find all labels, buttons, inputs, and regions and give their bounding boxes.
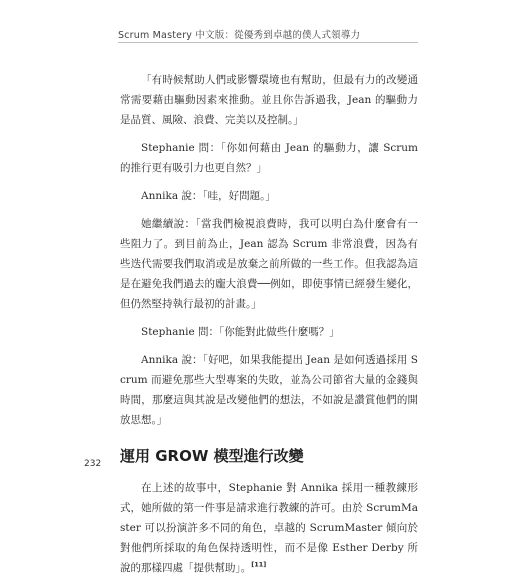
header-rule [118, 42, 418, 43]
section-paragraph [120, 478, 418, 578]
footnote-reference[interactable]: [11] [251, 560, 267, 569]
running-header: Scrum Mastery 中文版：從優秀到卓越的僕人式領導力 [118, 30, 361, 41]
paragraph-2: Stephanie 問：「你如何藉由 Jean 的驅動力，讓 Scrum 的推行更有吸引力也更自然？」 [120, 142, 418, 174]
paragraph-1: 「有時候幫助人們或影響環境也有幫助，但最有力的改變通常需要藉由驅動因素來推動。並且你告訴過我，Jean 的驅動力是品質、風險、浪費、完美以及控制。」 [120, 74, 418, 126]
section-paragraph-text: 在上述的故事中，Stephanie 對 Annika 採用一種教練形式，她所做的第一件事是請求進行教練的許可。由於 ScrumMaster 可以扮演許多不同的角色，卓越的 ScrumMaster 傾向於對他們所採取的角色保持透明性，而不是像 Esther Derby 所說的那樣四處「提供幫助」。 [120, 482, 418, 574]
paragraph-3: Annika 說：「哇，好問題。」 [141, 190, 276, 202]
body-text [120, 70, 418, 578]
paragraph-5: Stephanie 問：「你能對此做些什麼嗎？」 [141, 326, 340, 338]
section-heading: 運用 GROW 模型進行改變 [120, 447, 304, 465]
page-number: 232 [84, 459, 102, 469]
paragraph-6: Annika 說：「好吧，如果我能提出 Jean 是如何透過採用 Scrum 而避免那些大型專案的失敗，並為公司節省大量的金錢與時間，那麼這與其說是改變他們的想法，不如說是讚賞他們的開放思想。」 [120, 354, 418, 426]
paragraph-4: 她繼續說：「當我們檢視浪費時，我可以明白為什麼會有一些阻力了。到目前為止，Jean 認為 Scrum 非常浪費，因為有些迭代需要我們取消或是放棄之前所做的一些工作。但我認為這是在避免我們過去的龐大浪費──例如，即使事情已經發生變化，但仍然堅持執行最初的計畫。」 [120, 218, 418, 310]
